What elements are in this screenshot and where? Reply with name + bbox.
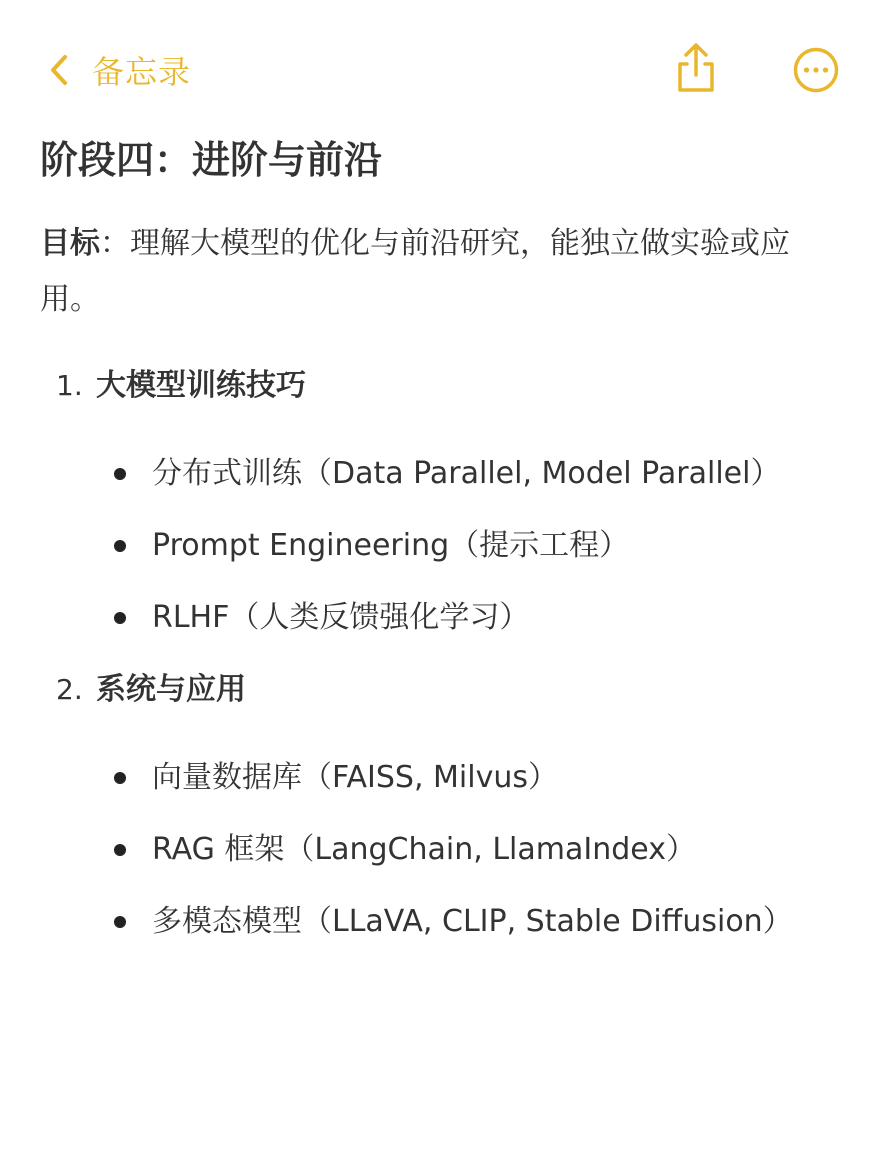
back-button[interactable]	[48, 48, 191, 92]
section-title: 系统与应用	[96, 672, 246, 707]
goal-paragraph	[40, 216, 840, 328]
share-button[interactable]	[672, 42, 720, 94]
more-icon	[792, 46, 840, 94]
bullet-dot	[114, 844, 126, 856]
goal-label: 目标	[40, 226, 100, 261]
more-options-button[interactable]	[792, 46, 840, 94]
list-item-text: RAG 框架（LangChain, LlamaIndex）	[152, 832, 696, 867]
section-title: 大模型训练技巧	[96, 368, 306, 403]
list-item	[114, 524, 629, 568]
list-item-text: 多模态模型（LLaVA, CLIP, Stable Diffusion）	[152, 904, 793, 939]
section-heading	[56, 668, 246, 712]
chevron-left-icon	[48, 53, 70, 87]
list-item-text: 分布式训练（Data Parallel, Model Parallel）	[152, 456, 781, 491]
navigation-bar	[0, 0, 880, 140]
list-item-text: Prompt Engineering（提示工程）	[152, 528, 630, 563]
share-icon	[672, 42, 720, 94]
back-label: 备忘录	[92, 53, 192, 91]
list-item	[114, 756, 558, 800]
note-title: 阶段四：进阶与前沿	[40, 138, 383, 182]
bullet-dot	[114, 612, 126, 624]
bullet-dot	[114, 468, 126, 480]
goal-text: ：理解大模型的优化与前沿研究，能独立做实验或应用。	[40, 226, 790, 317]
list-item	[114, 828, 696, 872]
bullet-dot	[114, 540, 126, 552]
list-item-text: 向量数据库（FAISS, Milvus）	[152, 760, 558, 795]
section-number: 1.	[56, 369, 83, 402]
section-number: 2.	[56, 673, 83, 706]
bullet-dot	[114, 916, 126, 928]
section-heading	[56, 364, 306, 408]
list-item	[114, 900, 793, 944]
list-item	[114, 596, 529, 640]
list-item	[114, 452, 780, 496]
bullet-dot	[114, 772, 126, 784]
list-item-text: RLHF（人类反馈强化学习）	[152, 600, 530, 635]
